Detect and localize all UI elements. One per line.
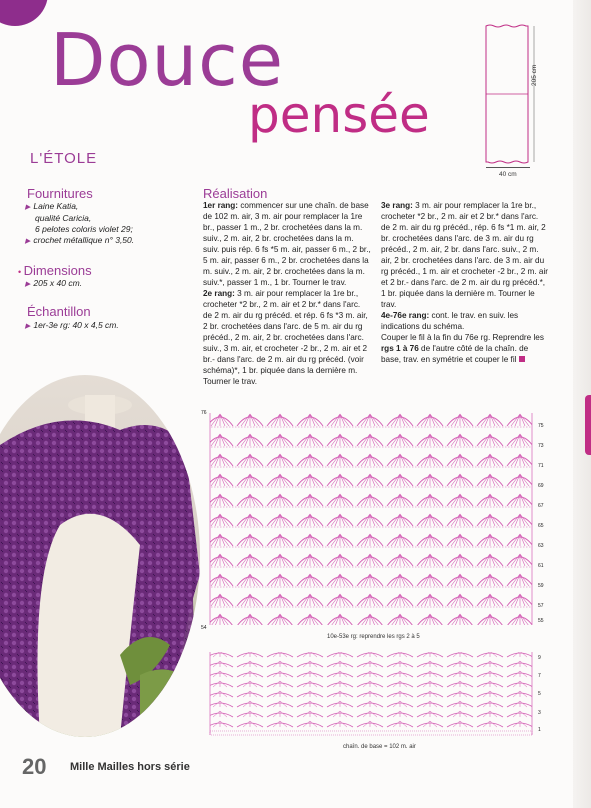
- chart-row-label: 57: [538, 603, 544, 609]
- chart-row-label: 61: [538, 563, 544, 569]
- end-square-icon: [519, 356, 525, 362]
- shawl-dimension-schema: [484, 24, 542, 164]
- chart-row-label: 63: [538, 543, 544, 549]
- shawl-photo: [0, 375, 200, 737]
- section-subtitle: L'ÉTOLE: [30, 150, 98, 167]
- chart-row-label: 59: [538, 583, 544, 589]
- crochet-chart: [205, 408, 545, 743]
- chart-row-label: 7: [538, 673, 541, 679]
- dimensions-value: ▶ 205 x 40 cm.: [25, 278, 83, 288]
- page-number: 20: [22, 754, 47, 779]
- title-line-1: Douce: [50, 18, 285, 102]
- instruction-row: 1er rang: commencer sur une chaîn. de base de 102 m. air, 3 m. air pour remplacer la 1re br., passer 1 m., 2 br. crochetées dans la m. suiv., 2 m. air, 2 br. crochetées dans la m. suiv. puis rép. 6 fs *5 m. air, passer 6 m., 2 br., 5 m. air, passer 6 m., 2 br. crochetées dans la m. suiv., 2 m. air, 2 br. crochetées dans la m. suiv.*, passer 1 m., 1 br. Tourner le trav.: [203, 201, 371, 287]
- chart-row-label: 73: [538, 443, 544, 449]
- chart-row-label: 69: [538, 483, 544, 489]
- echantillon-heading: Échantillon: [27, 304, 91, 319]
- chart-row-label: 71: [538, 463, 544, 469]
- fournitures-item: 6 pelotes coloris violet 29;: [35, 224, 133, 234]
- realisation-column-1: [203, 200, 371, 387]
- fournitures-list: [25, 201, 134, 247]
- schema-width-label: 40 cm: [499, 171, 517, 178]
- bullet-icon: ▶: [25, 204, 31, 211]
- chart-row-label: 9: [538, 655, 541, 661]
- corner-decoration: [0, 0, 48, 26]
- instruction-row: 4e-76e rang: cont. le trav. en suiv. les indications du schéma.: [381, 311, 519, 331]
- chart-row-label: 55: [538, 618, 544, 624]
- instruction-row: Couper le fil à la fin du 76e rg. Reprendre les rgs 1 à 76 de l'autre côté de la chaîn. de base, trav. en symétrie et couper le fil: [381, 333, 544, 364]
- fournitures-item: qualité Caricia,: [35, 213, 92, 223]
- magazine-name: Mille Mailles hors série: [70, 761, 190, 773]
- schema-width-line: [486, 167, 530, 168]
- realisation-column-2: [381, 200, 549, 365]
- fournitures-heading: Fournitures: [27, 186, 93, 201]
- realisation-heading: Réalisation: [203, 186, 268, 201]
- chart-row-label: 1: [538, 727, 541, 733]
- chart-row-label: 3: [538, 710, 541, 716]
- fournitures-item: ▶ Laine Katia,: [25, 201, 79, 211]
- chart-row-label: 65: [538, 523, 544, 529]
- chart-row-label: 75: [538, 423, 544, 429]
- instruction-row: 2e rang: 3 m. air pour remplacer la 1re br., crocheter *2 br., 2 m. air et 2 br.* dans l'arc. de 2 m. air du rg précéd. et rép. 6 fs *3 m. air, 2 br. crochetées dans l'arc. de 5 m. air du rg précéd., 2 m. air, 2 br. crochetées dans l'arc. suiv., 3 m. air, et crocheter -2 br., 2 m. air et 2 br.- dans l'arc. de 2 m. air du rg précéd. (voir schéma)*, 1 br. piquée dans la dernière m. Tourner le trav.: [203, 289, 368, 386]
- bullet-icon: ▶: [25, 238, 31, 245]
- dimensions-heading: • Dimensions: [18, 263, 92, 278]
- echantillon-value: ▶ 1er-3e rg: 40 x 4,5 cm.: [25, 320, 119, 330]
- chart-row-label: 5: [538, 691, 541, 697]
- schema-height-label: 205 cm: [531, 64, 538, 86]
- bullet-icon: ▶: [25, 281, 31, 288]
- instruction-row: 3e rang: 3 m. air pour remplacer la 1re br., crocheter *2 br., 2 m. air et 2 br.* dans l'arc. de 2 m. air du rg précéd., rép. 6 fs *1 m. air, 2 br. crochetées dans l'arc. de 3 m. air du rg précéd., 2 m. air, 2 br. dans l'arc. suiv., 2 m. air, 2 br. crochetées dans l'arc. de 3 m. air du rg précéd., 1 m. air et crocheter -2 br., 2 m. air et 2 br.- dans l'arc. de 2 m. air du rg précéd.*, 1 br. piquée dans la dernière m. Tourner le trav.: [381, 201, 548, 309]
- chart-repeat-note: 10e-53e rg: reprendre les rgs 2 à 5: [327, 634, 420, 640]
- chart-base-note: chaîn. de base = 102 m. air: [343, 744, 416, 750]
- chart-row-label: 76: [201, 410, 207, 416]
- fournitures-item: ▶ crochet métallique n° 3,50.: [25, 235, 135, 245]
- title-line-2: pensée: [248, 86, 430, 144]
- chart-row-label: 54: [201, 625, 207, 631]
- page-tab-marker: [585, 395, 591, 455]
- chart-row-label: 67: [538, 503, 544, 509]
- shawl-illustration: [0, 375, 200, 737]
- bullet-icon: ▶: [25, 323, 31, 330]
